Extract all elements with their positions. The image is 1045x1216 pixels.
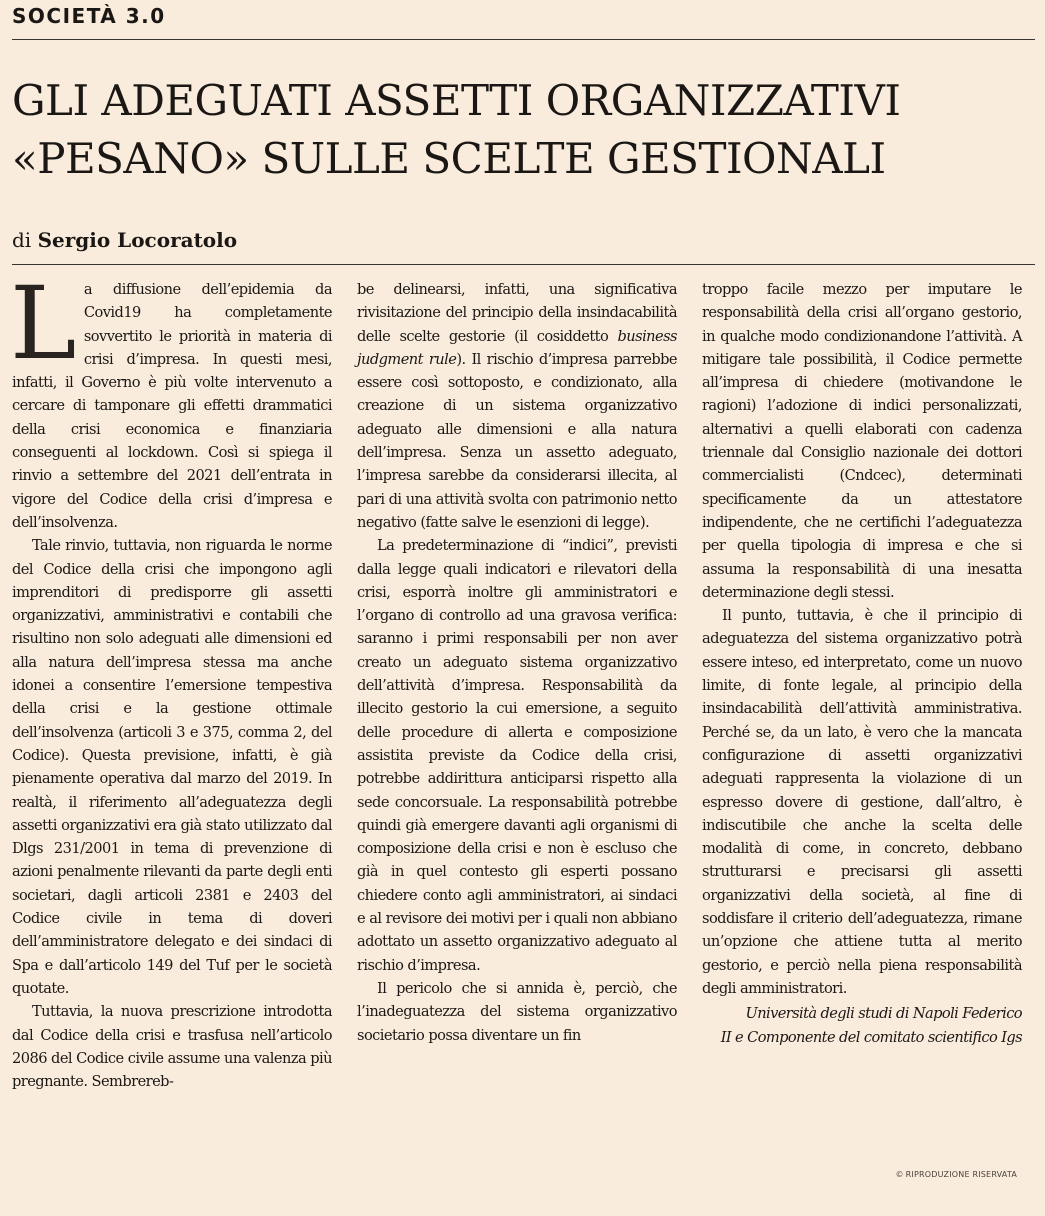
drop-cap: L (10, 265, 76, 382)
byline (12, 228, 237, 252)
paragraph: troppo facile mezzo per imputare le responsabilità della crisi all’organo gestorio, in qualche modo condizionandone l’attività. A mitigare tale possibilità, il Codice permette all’impresa di chiedere (motivandone le ragioni) l’adozione di indici personalizzati, alternativi a quelli elaborati con cadenza triennale dal Consiglio nazionale dei dottori commercialisti (Cndcec), determinati specificamente da un attestatore indipendente, che ne certifichi l’adeguatezza per quella tipologia di impresa e che si assuma la responsabilità di una inesatta determinazione degli stessi. (702, 281, 1022, 601)
paragraph-text: ). Il rischio d’impresa parrebbe essere così sottoposto, e condizionato, alla creazione di un sistema organizzativo adeguato alle dimensioni e alla natura dell’impresa. Senza un assetto adeguato, l’impresa sarebbe da considerarsi illecita, al pari di una attività svolta con patrimonio netto negativo (fatte salve le esenzioni di legge). (357, 350, 678, 531)
article-body (10, 265, 1022, 1093)
article-column-2 (357, 278, 677, 1093)
paragraph: Il pericolo che si annida è, perciò, che l’inadeguatezza del sistema organizzativo societario possa diventare un fin (357, 979, 677, 1044)
affiliation-line-2: II e Componente del comitato scientifico Igs (720, 1028, 1022, 1046)
article-column-1 (10, 265, 332, 1093)
byline-author: Sergio Locoratolo (37, 228, 238, 252)
copyright-notice: © RIPRODUZIONE RISERVATA (895, 1170, 1017, 1179)
byline-prefix: di (12, 228, 32, 252)
affiliation-line-1: Università degli studi di Napoli Federico (745, 1005, 1022, 1023)
paragraph (357, 278, 677, 534)
paragraph: Tuttavia, la nuova prescrizione introdotta dal Codice della crisi e trasfusa nell’articolo 2086 del Codice civile assume una valenza più pregnante. Sembrereb- (12, 1003, 332, 1091)
headline (12, 72, 1032, 188)
paragraph: Tale rinvio, tuttavia, non riguarda le norme del Codice della crisi che impongono agli imprenditori di predisporre gli assetti organizzativi, amministrativi e contabili che risultino non solo adeguati alle dimensioni ed alla natura dell’impresa stessa ma anche idonei a consentire l’emersione tempestiva della crisi e la gestione ottimale dell’insolvenza (articoli 3 e 375, comma 2, del Codice). Questa previsione, infatti, è già pienamente operativa dal marzo del 2019. In realtà, il riferimento all’adeguatezza degli assetti organizzativi era già stato utilizzato dal Dlgs 231/2001 in tema di prevenzione di azioni penalmente rilevanti da parte degli enti societari, dagli articoli 2381 e 2403 del Codice civile in tema di doveri dell’amministratore delegato e dei sindaci di Spa e dall’articolo 149 del Tuf per le società quotate. (12, 537, 332, 997)
article-column-3 (702, 278, 1022, 1093)
paragraph-text: be delinearsi, infatti, una significativa rivisitazione del principio della insindacabilità delle scelte gestorie (il cosiddetto (357, 281, 677, 345)
author-affiliation (702, 1002, 1022, 1049)
byline-rule (12, 264, 1035, 265)
paragraph-text: a diffusione dell’epidemia da Covid19 ha completamente sovvertito le priorità in materia di crisi d’impresa. In questi mesi, infatti, il Governo è più volte intervenuto a cercare di tamponare gli effetti drammatici della crisi economica e finanziaria conseguenti al lockdown. Così si spiega il rinvio a settembre del 2021 dell’entrata in vigore del Codice della crisi d’impresa e dell’insolvenza. (12, 281, 332, 531)
paragraph-italic-term: business judgment rule (357, 327, 677, 368)
top-rule (12, 39, 1035, 40)
paragraph: La predeterminazione di “indici”, previsti dalla legge quali indicatori e rilevatori della crisi, esporrà inoltre gli amministratori e l’organo di controllo ad una gravosa verifica: saranno i primi responsabili per non aver creato un adeguato sistema organizzativo dell’attività d’impresa. Responsabilità da illecito gestorio la cui emersione, a seguito delle procedure di allerta e composizione assistita previste da Codice della crisi, potrebbe addirittura anticiparsi rispetto alla sede concorsuale. La responsabilità potrebbe quindi già emergere davanti agli organismi di composizione della crisi e non è escluso che già in quel contesto gli esperti possano chiedere conto agli amministratori, ai sindaci e al revisore dei motivi per i quali non abbiano adottato un assetto organizzativo adeguato al rischio d’impresa. (357, 537, 677, 974)
headline-line-2: «PESANO» SULLE SCELTE GESTIONALI (12, 134, 886, 183)
paragraph (10, 265, 332, 534)
section-label: SOCIETÀ 3.0 (12, 4, 166, 28)
headline-line-1: GLI ADEGUATI ASSETTI ORGANIZZATIVI (12, 76, 901, 125)
paragraph: Il punto, tuttavia, è che il principio di adeguatezza del sistema organizzativo potrà essere inteso, ed interpretato, come un nuovo limite, di fonte legale, al principio della insindacabilità dell’attività amministrativa. Perché se, da un lato, è vero che la mancata configurazione di assetti organizzativi adeguati rappresenta la violazione di un espresso dovere di gestione, dall’altro, è indiscutibile che anche la scelta delle modalità di come, in concreto, debbano strutturarsi e precisarsi gli assetti organizzativi della società, al fine di soddisfare il criterio dell’adeguatezza, rimane un’opzione che attiene tutta al merito gestorio, e perciò nella piena responsabilità degli amministratori. (702, 607, 1022, 997)
